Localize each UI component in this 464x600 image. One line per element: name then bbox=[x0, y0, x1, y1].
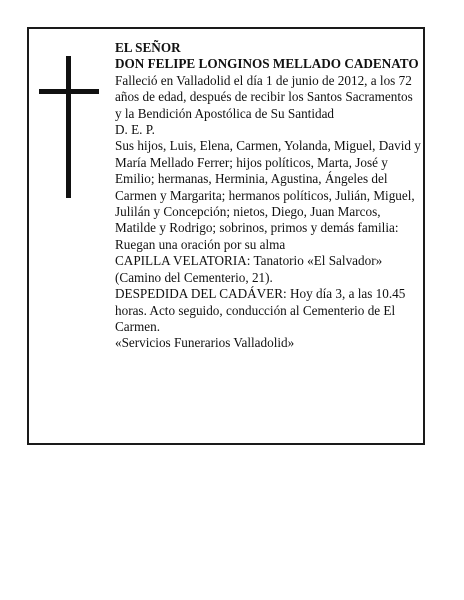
death-info: Falleció en Valladolid el día 1 de junio de 2012, a los 72 años de edad, después de recibir los Santos Sacramentos y la Bendición Apostólica de Su Santidad bbox=[115, 72, 413, 121]
cross-vertical-bar bbox=[66, 56, 71, 198]
chapel-info: CAPILLA VELATORIA: Tanatorio «El Salvador» (Camino del Cementerio, 21). bbox=[115, 253, 383, 285]
prayer-request: Ruegan una oración por su alma bbox=[115, 236, 286, 252]
deceased-name: DON FELIPE LONGINOS MELLADO CADENATO bbox=[115, 56, 419, 72]
farewell-info: DESPEDIDA DEL CADÁVER: Hoy día 3, a las 10.45 horas. Acto seguido, conducción al Cementerio de El Carmen. bbox=[115, 286, 406, 334]
funeral-home: «Servicios Funerarios Valladolid» bbox=[115, 335, 295, 351]
family-list: Sus hijos, Luis, Elena, Carmen, Yolanda, Miguel, David y María Mellado Ferrer; hijos políticos, Marta, José y Emilio; hermanas, Herminia, Agustina, Ángeles del Carmen y Margarita; hermanos políticos, Julián, Miguel, Julilán y Concepción; nietos, Diego, Juan Marcos, Matilde y Rodrigo; sobrinos, primos y demás familia: bbox=[115, 138, 421, 236]
cross-horizontal-bar bbox=[39, 89, 99, 94]
rip-text: D. E. P. bbox=[115, 122, 155, 138]
obituary-notice bbox=[27, 27, 425, 445]
notice-title: EL SEÑOR bbox=[115, 40, 181, 55]
notice-text bbox=[115, 40, 421, 352]
cross-icon bbox=[39, 56, 99, 198]
